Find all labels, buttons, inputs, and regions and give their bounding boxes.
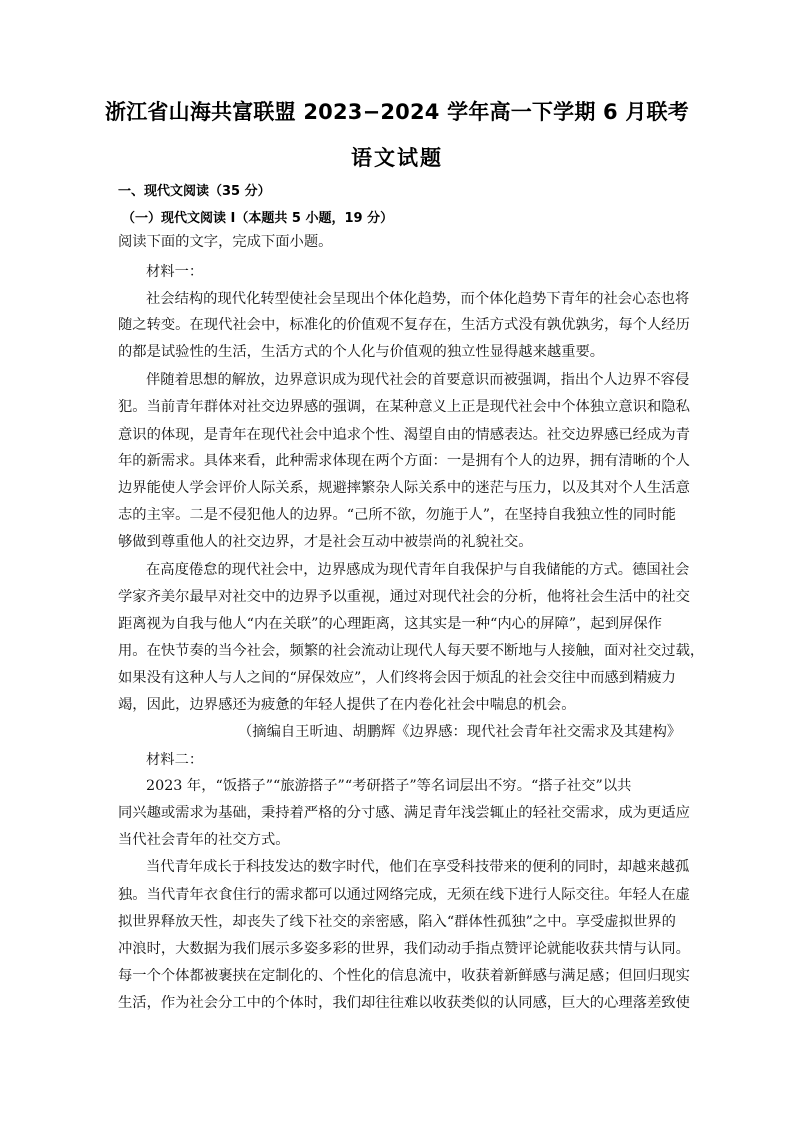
instruction-line: 阅读下面的文字，完成下面小题。 xyxy=(118,234,333,250)
paragraph-line: 竭，因此，边界感还为疲惫的年轻人提供了在内卷化社会中喘息的机会。 xyxy=(118,697,576,713)
paragraph-line: 如果没有这种人与人之间的“屏保效应”，人们终将会因于烦乱的社会交往中而感到精疲力 xyxy=(118,670,676,686)
paragraph-line: 社会结构的现代化转型使社会呈现出个体化趋势，而个体化趋势下青年的社会心态也将 xyxy=(146,291,690,307)
source-citation: （摘编自王昕迪、胡鹏辉《边界感：现代社会青年社交需求及其建构》 xyxy=(238,724,682,740)
paragraph-line: 同兴趣或需求为基础，秉持着严格的分寸感、满足青年浅尝辄止的轻社交需求，成为更适应 xyxy=(118,805,690,821)
material-label: 材料一： xyxy=(146,264,204,280)
paragraph-line: 够做到尊重他人的社交边界，才是社会互动中被崇尚的礼貌社交。 xyxy=(118,534,533,550)
paragraph-line: 伴随着思想的解放，边界意识成为现代社会的首要意识而被强调，指出个人边界不容侵 xyxy=(146,372,690,388)
paragraph-line: 学家齐美尔最早对社交中的边界予以重视，通过对现代社会的分析，他将社会生活中的社交 xyxy=(118,589,690,605)
paragraph-line: 在高度倦怠的现代社会中，边界感成为现代青年自我保护与自我储能的方式。德国社会 xyxy=(146,562,690,578)
paragraph-line: 拟世界释放天性，却丧失了线下社交的亲密感，陷入“群体性孤独”之中。享受虚拟世界的 xyxy=(118,914,676,930)
paragraph-line: 距离视为自我与他人“内在关联”的心理距离，这其实是一种“内心的屏障”，起到屏保作 xyxy=(118,616,662,632)
paragraph-line: 志的主宰。二是不侵犯他人的边界。“己所不欲，勿施于人”，在坚持自我独立性的同时能 xyxy=(118,507,676,523)
paragraph-line: 独。当代青年衣食住行的需求都可以通过网络完成，无须在线下进行人际交往。年轻人在虚 xyxy=(118,887,690,903)
paragraph-line: 边界能使人学会评价人际关系，规避摔繁杂人际关系中的迷茫与压力，以及其对个人生活意 xyxy=(118,480,690,496)
paragraph-line: 当代青年成长于科技发达的数字时代，他们在享受科技带来的便利的同时，却越来越孤 xyxy=(146,859,690,875)
exam-title: 浙江省山海共富联盟 2023−2024 学年高一下学期 6 月联考 xyxy=(105,100,689,124)
paragraph-line: 随之转变。在现代社会中，标准化的价值观不复存在，生活方式没有孰优孰劣，每个人经历 xyxy=(118,317,690,333)
section-heading: 一、现代文阅读（35 分） xyxy=(118,184,271,199)
paragraph-line: 当代社会青年的社交方式。 xyxy=(118,832,290,848)
paragraph-line: 冲浪时，大数据为我们展示多姿多彩的世界，我们动动手指点赞评论就能收获共情与认同。 xyxy=(118,941,690,957)
paragraph-line: 2023 年，“饭搭子”“旅游搭子”“考研搭子”等名词层出不穷。“搭子社交”以共 xyxy=(146,778,632,794)
paragraph-line: 犯。当前青年群体对社交边界感的强调，在某种意义上正是现代社会中个体独立意识和隐私 xyxy=(118,399,690,415)
material-label: 材料二： xyxy=(146,752,204,768)
paragraph-line: 生活，作为社会分工中的个体时，我们却往往难以收获类似的认同感，巨大的心理落差致使 xyxy=(118,995,690,1011)
subsection-heading: （一）现代文阅读 I（本题共 5 小题，19 分） xyxy=(122,211,394,226)
exam-subtitle: 语文试题 xyxy=(351,146,443,170)
paragraph-line: 意识的体现，是青年在现代社会中追求个性、渴望自由的情感表达。社交边界感已经成为青 xyxy=(118,427,690,443)
paragraph-line: 年的新需求。具体来看，此种需求体现在两个方面：一是拥有个人的边界，拥有清晰的个人 xyxy=(118,453,690,469)
paragraph-line: 每一个个体都被裹挟在定制化的、个性化的信息流中，收获着新鲜感与满足感；但回归现实 xyxy=(118,968,690,984)
paragraph-line: 的都是试验性的生活，生活方式的个人化与价值观的独立性显得越来越重要。 xyxy=(118,344,605,360)
paragraph-line: 用。在快节奏的当今社会，频繁的社会流动让现代人每天要不断地与人接触，面对社交过载， xyxy=(118,643,705,659)
